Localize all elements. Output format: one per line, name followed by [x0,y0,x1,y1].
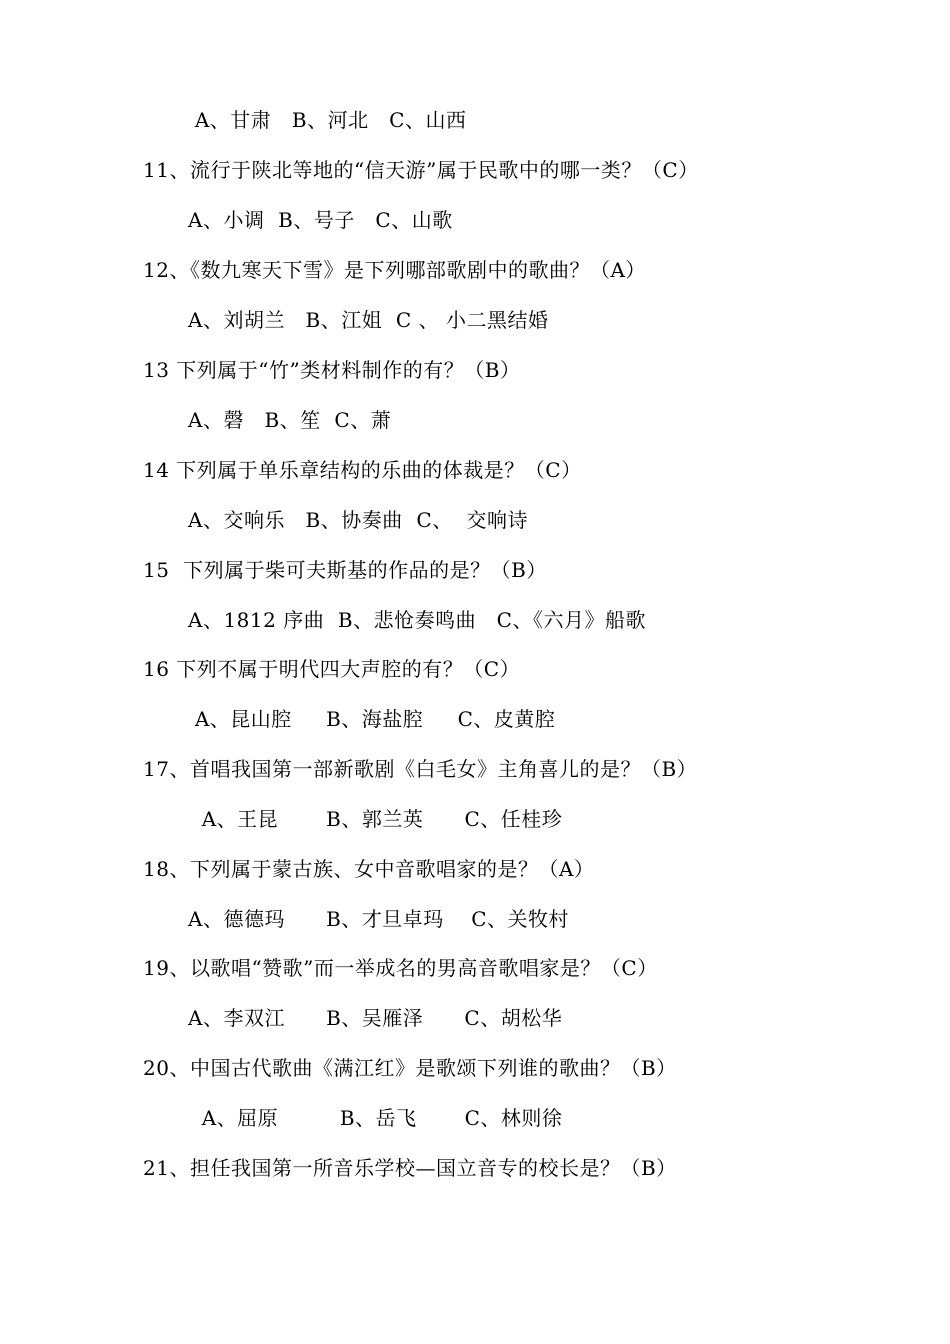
question-19: 19、以歌唱“赞歌”而一举成名的男高音歌唱家是？（C） [143,956,658,980]
answer-options-18: A、德德玛 B、才旦卓玛 C、关牧村 [188,907,570,931]
answer-options-12: A、刘胡兰 B、江姐 C 、 小二黑结婚 [188,308,549,332]
answer-options-13: A、磬 B、笙 C、萧 [188,408,392,432]
question-18: 18、下列属于蒙古族、女中音歌唱家的是？（A） [143,857,595,881]
question-15: 15 下列属于柴可夫斯基的作品的是？（B） [143,558,547,582]
answer-options-10: A、甘肃 B、河北 C、山西 [188,108,467,132]
answer-options-19: A、李双江 B、吴雁泽 C、胡松华 [188,1006,563,1030]
answer-options-20: A、屈原 B、岳飞 C、林则徐 [188,1106,563,1130]
question-20: 20、中国古代歌曲《满江红》是歌颂下列谁的歌曲？（B） [143,1056,677,1080]
answer-options-11: A、小调 B、号子 C、山歌 [188,208,453,232]
question-11: 11、流行于陕北等地的“信天游”属于民歌中的哪一类？（C） [143,158,699,182]
answer-options-14: A、交响乐 B、协奏曲 C、 交响诗 [188,508,528,532]
answer-options-16: A、昆山腔 B、海盐腔 C、皮黄腔 [188,707,556,731]
question-17: 17、首唱我国第一部新歌剧《白毛女》主角喜儿的是？（B） [143,757,698,781]
question-13: 13 下列属于“竹”类材料制作的有？（B） [143,358,521,382]
answer-options-15: A、1812 序曲 B、悲怆奏鸣曲 C、《六月》船歌 [188,608,646,632]
question-14: 14 下列属于单乐章结构的乐曲的体裁是？（C） [143,458,582,482]
question-12: 12、《数九寒天下雪》是下列哪部歌剧中的歌曲？（A） [143,258,646,282]
answer-options-17: A、王昆 B、郭兰英 C、任桂珍 [188,807,563,831]
question-16: 16 下列不属于明代四大声腔的有？（C） [143,657,521,681]
question-21: 21、担任我国第一所音乐学校—国立音专的校长是？（B） [143,1156,677,1180]
